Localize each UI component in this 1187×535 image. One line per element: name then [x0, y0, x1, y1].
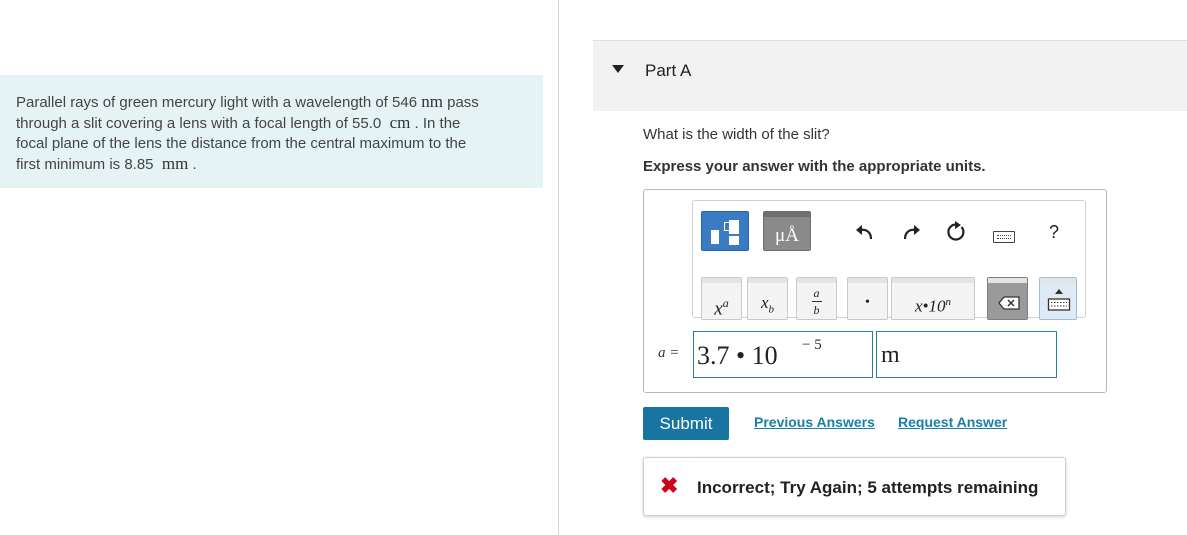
- instruction-text: Express your answer with the appropriate units.: [643, 158, 986, 175]
- problem-line-3: focal plane of the lens the distance from the central maximum to the: [16, 135, 467, 152]
- templates-button[interactable]: [701, 211, 749, 251]
- redo-icon[interactable]: [901, 223, 921, 241]
- problem-line-1: Parallel rays of green mercury light with a wavelength of 546 nm pass: [16, 92, 479, 111]
- unit-input[interactable]: m: [876, 331, 1057, 378]
- fraction-key[interactable]: a b: [796, 277, 837, 320]
- subscript-key[interactable]: $x_b$: [747, 277, 788, 320]
- backspace-icon: [998, 296, 1020, 310]
- toggle-keyboard-key[interactable]: [1039, 277, 1077, 320]
- keyboard-icon[interactable]: [993, 231, 1015, 243]
- incorrect-icon: ✖: [660, 473, 679, 498]
- undo-icon[interactable]: [855, 223, 875, 241]
- help-icon[interactable]: ?: [1049, 222, 1060, 242]
- superscript-key[interactable]: $x^a$: [701, 277, 742, 320]
- collapse-caret-icon[interactable]: [612, 65, 624, 73]
- part-title: Part A: [645, 61, 692, 80]
- question-text: What is the width of the slit?: [643, 126, 830, 143]
- scientific-notation-key[interactable]: x•10$^n$: [891, 277, 975, 320]
- value-input[interactable]: 3.7 • 10 − 5: [693, 331, 873, 378]
- problem-line-2: through a slit covering a lens with a focal length of 55.0 cm . In the: [16, 113, 461, 132]
- variable-label: a =: [658, 345, 680, 361]
- feedback-box: [643, 457, 1066, 516]
- reset-icon[interactable]: [945, 221, 967, 243]
- multiply-dot-key[interactable]: •: [847, 277, 888, 320]
- request-answer-link[interactable]: Request Answer: [898, 414, 1008, 430]
- backspace-key[interactable]: [987, 277, 1028, 320]
- units-button[interactable]: μÅ: [763, 211, 811, 251]
- problem-statement: [0, 75, 543, 188]
- problem-line-4: first minimum is 8.85 mm .: [16, 154, 197, 173]
- feedback-message: Incorrect; Try Again; 5 attempts remaining: [697, 478, 1039, 497]
- keyboard-toggle-icon: [1047, 287, 1071, 313]
- part-header[interactable]: [593, 40, 1187, 111]
- previous-answers-link[interactable]: Previous Answers: [754, 414, 875, 430]
- submit-button[interactable]: Submit: [643, 407, 729, 440]
- column-divider: [558, 0, 559, 535]
- math-toolbar: [692, 200, 1086, 318]
